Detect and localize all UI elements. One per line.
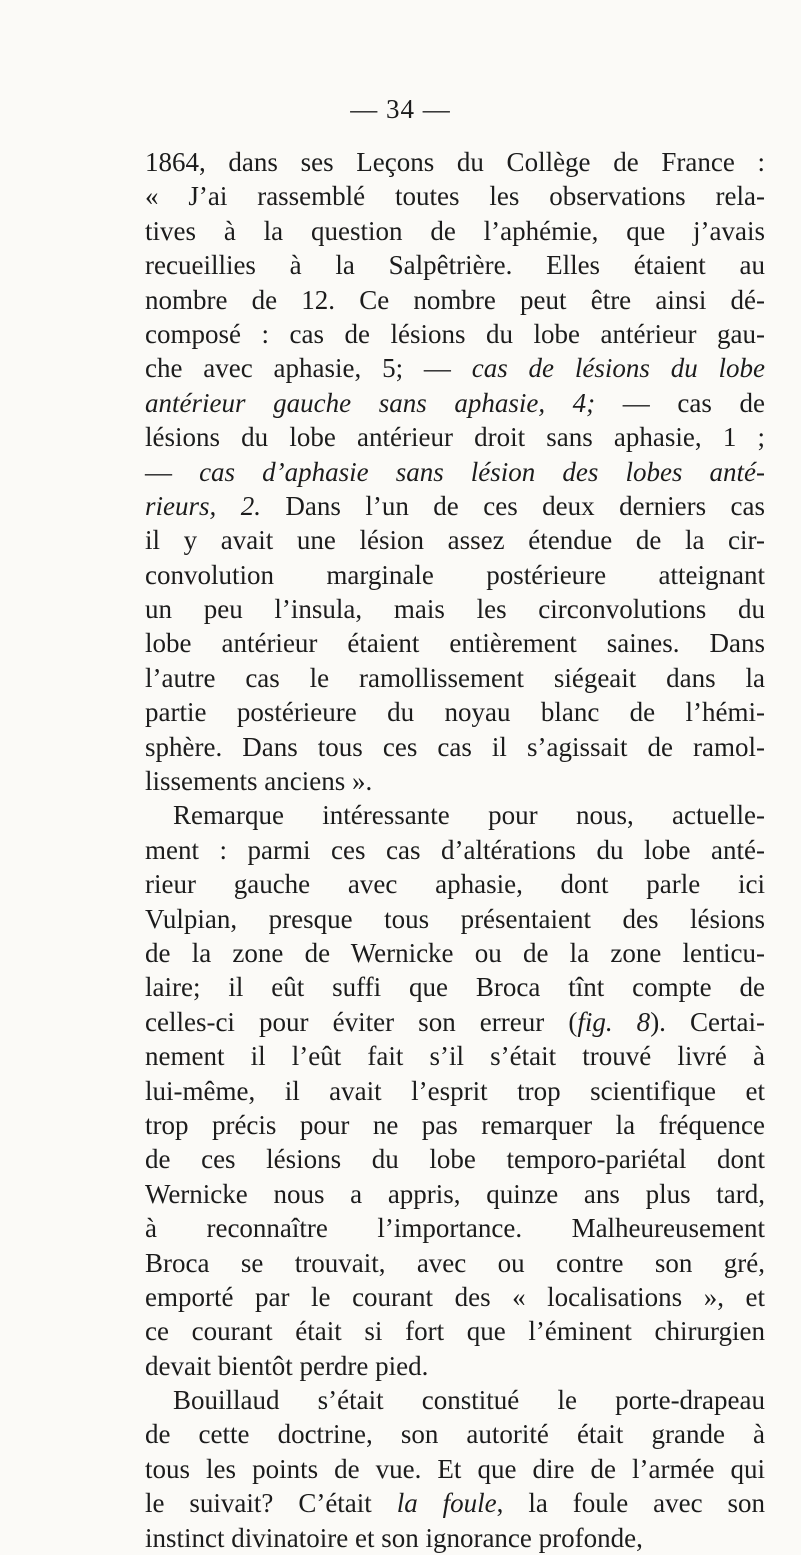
text-line: à reconnaître l’importance. Malheureusement <box>145 1213 765 1244</box>
text-line: lui-même, il avait l’esprit trop scientifique et <box>145 1075 765 1106</box>
text-line: rieurs, 2. Dans l’un de ces deux derniers cas <box>145 490 765 521</box>
text-line: trop précis pour ne pas remarquer la fréquence <box>145 1109 765 1140</box>
text-line: de cette doctrine, son autorité était grande à <box>145 1419 765 1450</box>
text-line: « J’ai rassemblé toutes les observations rela- <box>145 181 765 212</box>
italic-text: antérieur gauche sans aphasie, 4; <box>145 387 596 418</box>
body-text <box>145 145 765 1555</box>
text-line: ment : parmi ces cas d’altérations du lobe anté- <box>145 834 765 865</box>
text-line: devait bientôt perdre pied. <box>145 1350 429 1381</box>
text-line: tives à la question de l’aphémie, que j’avais <box>145 215 765 246</box>
italic-text: fig. 8 <box>577 1006 651 1037</box>
text-line: Wernicke nous a appris, quinze ans plus tard, <box>145 1178 765 1209</box>
page-number: — 34 — <box>350 94 451 124</box>
italic-text: rieurs, 2. <box>145 490 261 521</box>
text-line: 1864, dans ses Leçons du Collège de France : <box>145 147 765 177</box>
text-line: un peu l’insula, mais les circonvolutions du <box>145 594 765 625</box>
text-line: nement il l’eût fait s’il s’était trouvé livré à <box>145 1041 765 1072</box>
text-line: — cas d’aphasie sans lésion des lobes anté- <box>145 456 765 487</box>
text-line: ce courant était si fort que l’éminent chirurgien <box>145 1316 765 1347</box>
text-line: tous les points de vue. Et que dire de l’armée qui <box>145 1453 765 1484</box>
text-line: instinct divinatoire et son ignorance profonde, <box>145 1522 643 1553</box>
text-line: de ces lésions du lobe temporo-pariétal dont <box>145 1144 765 1175</box>
text-line: Remarque intéressante pour nous, actuelle- <box>173 800 765 831</box>
text-line: composé : cas de lésions du lobe antérieur gau- <box>145 318 765 349</box>
text-line: nombre de 12. Ce nombre peut être ainsi dé- <box>145 284 765 315</box>
text-line: Broca se trouvait, avec ou contre son gré, <box>145 1247 765 1278</box>
text-line: l’autre cas le ramollissement siégeait dans la <box>145 662 765 693</box>
text-line: recueillies à la Salpêtrière. Elles étaient au <box>145 250 765 281</box>
text-line: le suivait? C’était la foule, la foule avec son <box>145 1488 766 1519</box>
italic-text: cas de lésions du lobe <box>471 353 765 384</box>
italic-text: la foule <box>396 1488 497 1519</box>
text-line: de la zone de Wernicke ou de la zone lenticu- <box>145 937 765 968</box>
text-line: lissements anciens ». <box>145 766 373 797</box>
text-line: Vulpian, presque tous présentaient des lésions <box>145 903 765 934</box>
text-line: Bouillaud s’était constitué le porte-drapeau <box>173 1385 765 1416</box>
text-line: lobe antérieur étaient entièrement saines. Dans <box>145 628 765 659</box>
text-line: emporté par le courant des « localisations », et <box>145 1281 765 1312</box>
text-line: lésions du lobe antérieur droit sans aphasie, 1 ; <box>145 422 765 453</box>
text-line: rieur gauche avec aphasie, dont parle ici <box>145 869 765 900</box>
text-line: che avec aphasie, 5; — cas de lésions du lobe <box>145 353 765 384</box>
paragraph <box>145 145 765 798</box>
text-line: antérieur gauche sans aphasie, 4; — cas de <box>145 387 766 418</box>
text-line: convolution marginale postérieure atteignant <box>145 559 765 590</box>
text-line: laire; il eût suffi que Broca tînt compte de <box>145 972 765 1003</box>
text-line: il y avait une lésion assez étendue de la cir- <box>145 525 765 556</box>
text-line: sphère. Dans tous ces cas il s’agissait de ramol- <box>145 731 765 762</box>
paragraph <box>145 798 765 1383</box>
italic-text: cas d’aphasie sans lésion des lobes anté- <box>199 456 765 487</box>
paragraph <box>145 1383 765 1555</box>
text-line: celles-ci pour éviter son erreur (fig. 8). Certai- <box>145 1006 765 1037</box>
text-line: partie postérieure du noyau blanc de l’hémi- <box>145 697 765 728</box>
